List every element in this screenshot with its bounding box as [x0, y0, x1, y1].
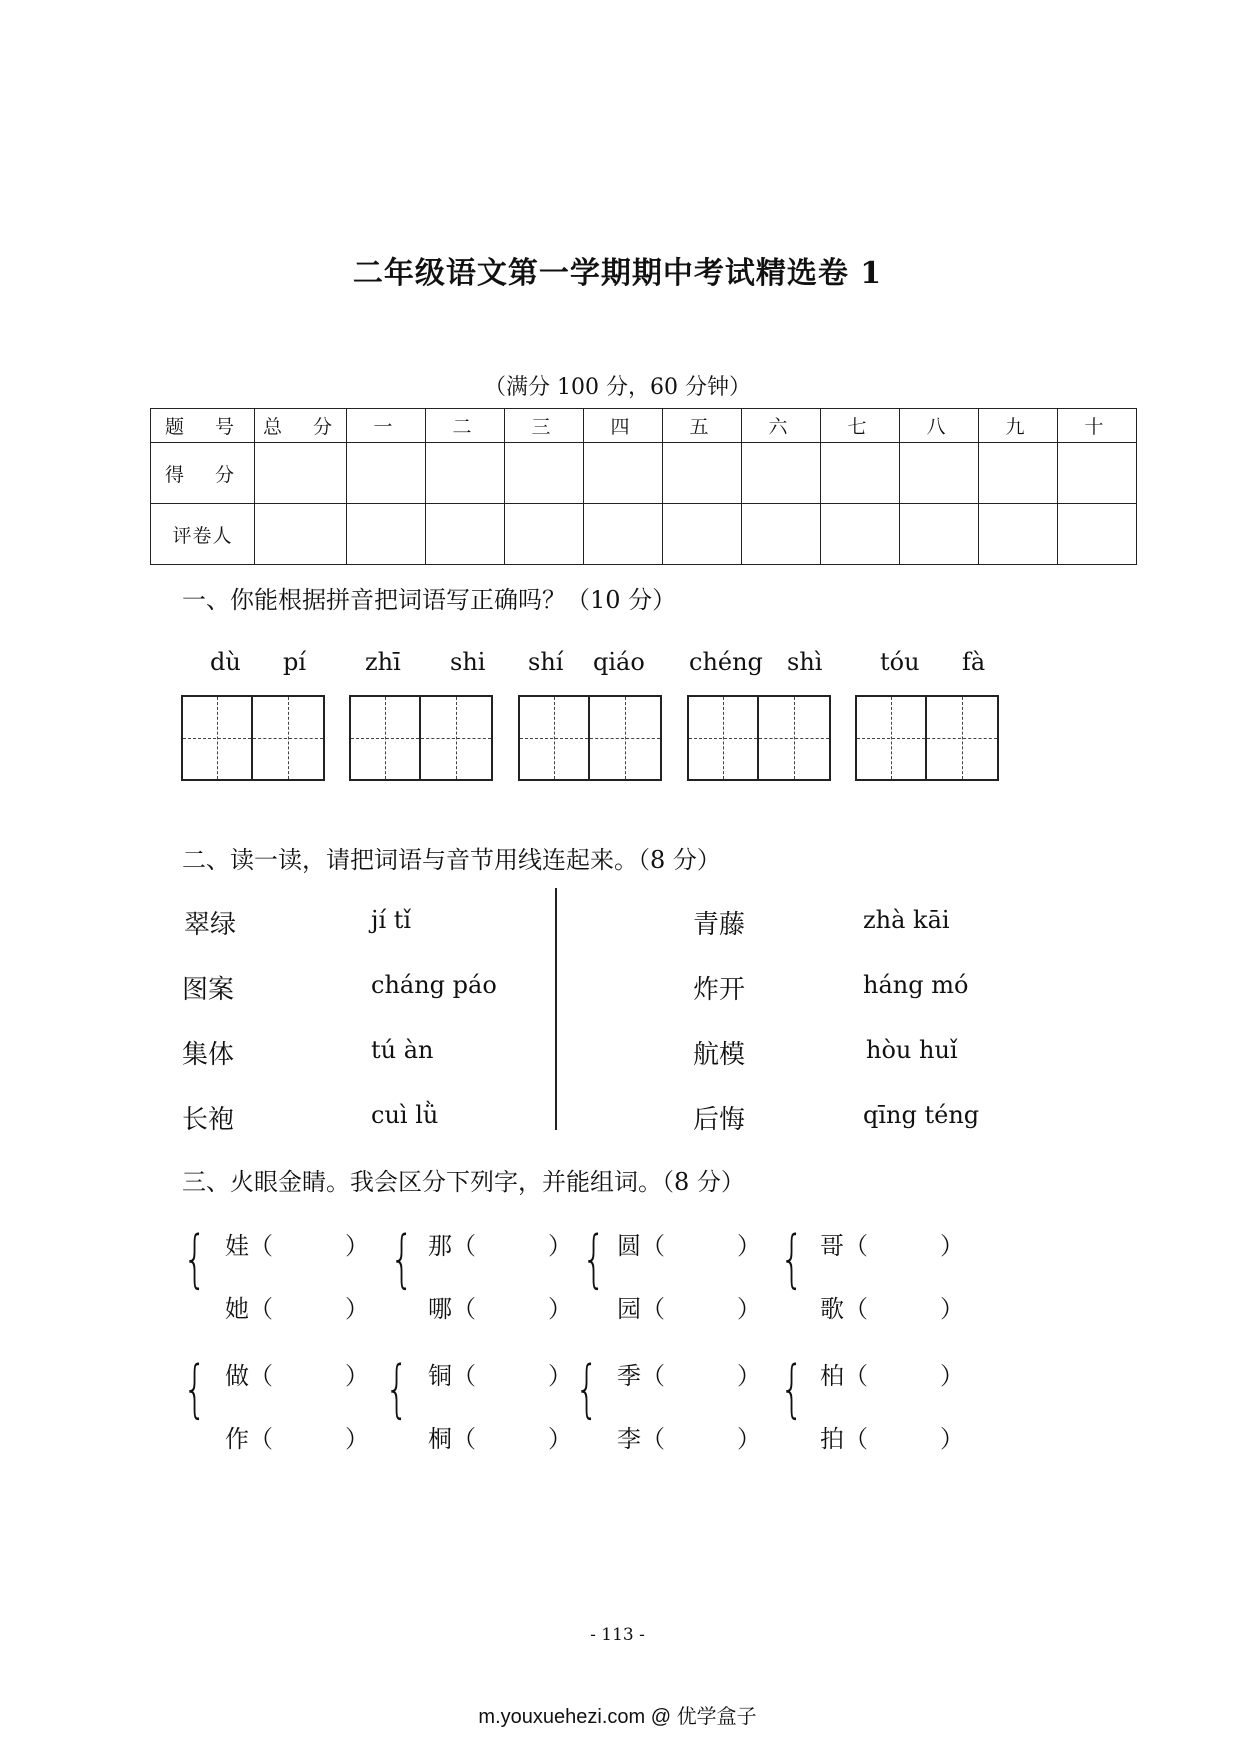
row-label: 评卷人 [151, 504, 255, 565]
q1-pinyin: shi [450, 648, 486, 676]
match-pinyin[interactable]: cuì lǜ [371, 1101, 439, 1129]
q1-pinyin: pí [283, 648, 307, 676]
score-cell[interactable] [584, 443, 663, 504]
header-cell: 八 [900, 409, 979, 443]
writing-grid[interactable] [855, 695, 999, 781]
header-cell: 二 [426, 409, 505, 443]
header-cell: 六 [742, 409, 821, 443]
writing-cell[interactable] [520, 697, 590, 779]
match-pinyin[interactable]: hòu huǐ [866, 1036, 958, 1064]
match-word[interactable]: 后悔 [693, 1105, 746, 1135]
writing-cell[interactable] [759, 697, 829, 779]
exam-info: （满分 100 分，60 分钟） [484, 375, 751, 400]
page-title: 二年级语文第一学期期中考试精选卷 1 [352, 256, 883, 291]
header-cell: 五 [663, 409, 742, 443]
score-table [150, 408, 1137, 565]
score-cell[interactable] [742, 443, 821, 504]
grader-cell[interactable] [584, 504, 663, 565]
match-word[interactable]: 长袍 [182, 1105, 235, 1135]
char-item: 李（ ） [617, 1425, 761, 1453]
char-item: 季（ ） [617, 1362, 761, 1390]
grader-cell[interactable] [900, 504, 979, 565]
grader-cell[interactable] [821, 504, 900, 565]
score-cell[interactable] [821, 443, 900, 504]
grader-cell[interactable] [347, 504, 426, 565]
score-cell[interactable] [505, 443, 584, 504]
match-pinyin[interactable]: cháng páo [371, 971, 497, 999]
page-number: - 113 - [590, 1625, 645, 1645]
column-divider [555, 888, 557, 1130]
writing-cell[interactable] [689, 697, 759, 779]
match-pinyin[interactable]: zhà kāi [863, 906, 950, 934]
q1-pinyin: qiáo [593, 648, 645, 676]
score-cell[interactable] [663, 443, 742, 504]
score-cell[interactable] [347, 443, 426, 504]
grader-cell[interactable] [255, 504, 347, 565]
writing-cell[interactable] [590, 697, 660, 779]
q1-pinyin: fà [962, 648, 986, 676]
grader-cell[interactable] [1058, 504, 1137, 565]
char-item: 哥（ ） [820, 1232, 964, 1260]
writing-cell[interactable] [927, 697, 997, 779]
writing-cell[interactable] [253, 697, 323, 779]
q1-pinyin: zhī [365, 648, 401, 676]
char-item: 柏（ ） [820, 1362, 964, 1390]
writing-cell[interactable] [421, 697, 491, 779]
char-item: 作（ ） [225, 1425, 369, 1453]
header-cell: 四 [584, 409, 663, 443]
writing-grid[interactable] [181, 695, 325, 781]
brace-icon: { [385, 1352, 409, 1425]
brace-icon: { [575, 1352, 599, 1425]
match-word[interactable]: 炸开 [693, 975, 746, 1005]
q1-heading: 一、你能根据拼音把词语写正确吗？（10 分） [182, 586, 677, 614]
header-cell: 七 [821, 409, 900, 443]
char-item: 圆（ ） [617, 1232, 761, 1260]
brace-icon: { [183, 1222, 207, 1295]
char-item: 拍（ ） [820, 1425, 964, 1453]
score-cell[interactable] [1058, 443, 1137, 504]
header-cell: 总 分 [255, 409, 347, 443]
grader-cell[interactable] [505, 504, 584, 565]
grader-row [151, 504, 1137, 565]
footer-watermark: m.youxuehezi.com @ 优学盒子 [478, 1706, 757, 1728]
grader-cell[interactable] [426, 504, 505, 565]
score-cell[interactable] [979, 443, 1058, 504]
header-cell: 十 [1058, 409, 1137, 443]
char-item: 娃（ ） [225, 1232, 369, 1260]
grader-cell[interactable] [979, 504, 1058, 565]
q2-heading: 二、读一读，请把词语与音节用线连起来。（8 分） [182, 846, 721, 874]
char-item: 哪（ ） [428, 1295, 572, 1323]
match-word[interactable]: 集体 [182, 1040, 235, 1070]
char-item: 做（ ） [225, 1362, 369, 1390]
brace-icon: { [390, 1222, 414, 1295]
score-cell[interactable] [426, 443, 505, 504]
writing-cell[interactable] [857, 697, 927, 779]
q1-pinyin: tóu [880, 648, 920, 676]
char-item: 铜（ ） [428, 1362, 572, 1390]
match-word[interactable]: 图案 [182, 975, 235, 1005]
q1-pinyin: chéng [689, 648, 763, 676]
q1-pinyin: shí [528, 648, 564, 676]
q1-pinyin: shì [787, 648, 823, 676]
brace-icon: { [780, 1352, 804, 1425]
row-label: 得 分 [151, 443, 255, 504]
char-item: 园（ ） [617, 1295, 761, 1323]
header-cell: 九 [979, 409, 1058, 443]
score-cell[interactable] [900, 443, 979, 504]
brace-icon: { [780, 1222, 804, 1295]
match-pinyin[interactable]: jí tǐ [371, 906, 412, 934]
header-cell: 题 号 [151, 409, 255, 443]
char-item: 桐（ ） [428, 1425, 572, 1453]
match-pinyin[interactable]: tú àn [371, 1036, 434, 1064]
grader-cell[interactable] [742, 504, 821, 565]
writing-grid[interactable] [349, 695, 493, 781]
match-pinyin[interactable]: qīng téng [863, 1101, 980, 1129]
header-cell: 一 [347, 409, 426, 443]
match-word[interactable]: 翠绿 [184, 910, 237, 940]
writing-cell[interactable] [351, 697, 421, 779]
char-item: 那（ ） [428, 1232, 572, 1260]
brace-icon: { [183, 1352, 207, 1425]
writing-grid[interactable] [518, 695, 662, 781]
grader-cell[interactable] [663, 504, 742, 565]
score-row [151, 443, 1137, 504]
q3-heading: 三、火眼金睛。我会区分下列字，并能组词。（8 分） [182, 1168, 745, 1196]
writing-cell[interactable] [183, 697, 253, 779]
q1-pinyin: dù [210, 648, 241, 676]
match-word[interactable]: 青藤 [693, 910, 746, 940]
brace-icon: { [582, 1222, 606, 1295]
match-pinyin[interactable]: háng mó [863, 971, 969, 999]
match-word[interactable]: 航模 [693, 1040, 746, 1070]
char-item: 她（ ） [225, 1295, 369, 1323]
header-cell: 三 [505, 409, 584, 443]
score-table-header-row [151, 409, 1137, 443]
writing-grid[interactable] [687, 695, 831, 781]
char-item: 歌（ ） [820, 1295, 964, 1323]
score-cell[interactable] [255, 443, 347, 504]
